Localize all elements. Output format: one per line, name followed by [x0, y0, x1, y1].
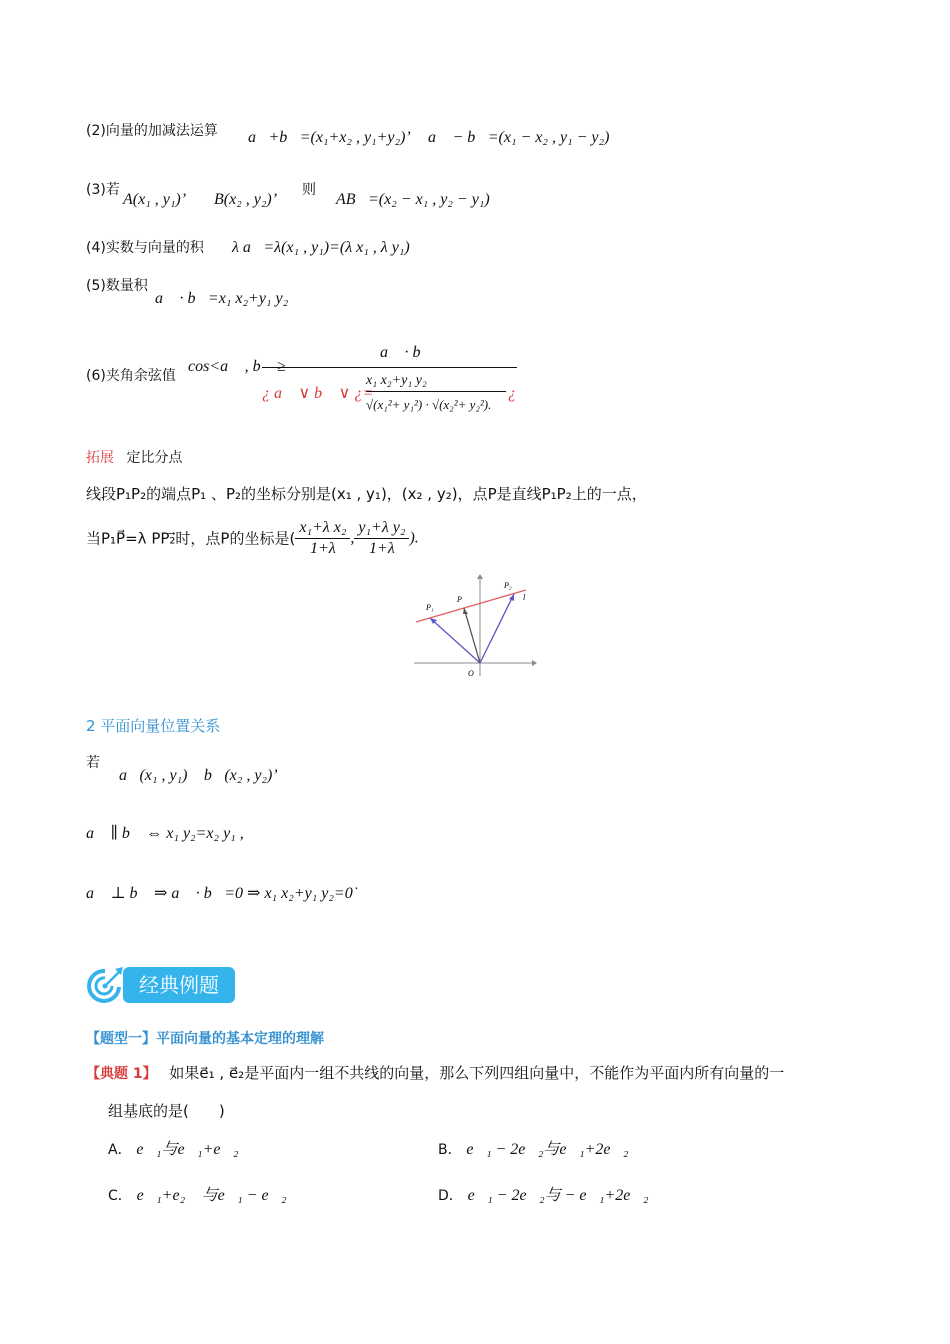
option-b[interactable] [438, 1136, 628, 1159]
perpendicular-condition: a⃗ ⊥ b⃗ ⇒ a⃗ · b⃗=0 ⇒ x₁ x₂+y₁ y₂=0˙ [86, 885, 359, 902]
formula-3-label: (3)若 [86, 182, 120, 198]
question-type-title: 【题型一】平面向量的基本定理的理解 [86, 1031, 324, 1047]
x-axis-arrow-icon [532, 660, 537, 666]
formula-6-inner-denominator: √(x₁²+ y₁²) · √(x₂²+ y₂²). [366, 397, 492, 412]
label-l: l [523, 593, 526, 602]
option-d-label: D． [438, 1188, 463, 1204]
question-stem-text: 如果e⃗₁ , e⃗₂是平面内一组不共线的向量，那么下列四组向量中，不能作为平面内所有向量的一 [169, 1064, 785, 1082]
section-2-vectors: a⃗(x₁ , y₁) ，b⃗(x₂ , y₂)’ [119, 767, 278, 784]
fraction-x-num: x₁+λ x₂ [295, 518, 350, 539]
extension-heading [86, 448, 182, 468]
formula-2-sum: a⃗+b⃗=(x₁+x₂ , y₁+y₂)’ [248, 129, 411, 146]
label-p2: P₂ [504, 581, 512, 590]
option-c-label: C． [108, 1188, 132, 1204]
section-point-figure [410, 572, 540, 682]
question-stem-2: 组基底的是( ) [108, 1102, 225, 1120]
fraction-x-den: 1+λ [309, 540, 336, 557]
formula-2-diff: a⃗ − b⃗=(x₁ − x₂ , y₁ − y₂) [428, 129, 610, 146]
label-o: O [468, 669, 474, 678]
option-a[interactable] [108, 1136, 239, 1159]
formula-6-numerator: a⃗ · b⃗ [380, 344, 433, 361]
option-c-text: e⃗₁+e₂⃗ 与e⃗₁ − e⃗₂ [136, 1187, 287, 1204]
formula-6-lhs: cos<a⃗ , b⃗ ≥ [188, 358, 286, 375]
formula-5-expr: a⃗ · b⃗=x₁ x₂+y₁ y₂ [155, 290, 289, 307]
option-b-text: e⃗₁ − 2e⃗₂与e⃗₁+2e⃗₂ [466, 1141, 629, 1158]
extension-line-2: 当P₁P⃗=λ PP₂⃗时，点P的坐标是( $\frac{\text{x₁+λ x₂}}{1+\lambda}$ , $\frac{\text{y₁+λ y₂}}{1+\lambda}$ ). [86, 519, 419, 557]
formula-6-garble-mark: ¿ a⃗ ∨ b⃗ ∨ ¿= [262, 385, 374, 402]
option-a-text: e⃗₁与e⃗₁+e⃗₂ [136, 1141, 239, 1158]
fraction-y [354, 518, 409, 559]
y-axis-arrow-icon [477, 574, 483, 579]
option-d-text: e⃗₁ − 2e⃗₂与 − e⃗₁+2e⃗₂ [467, 1187, 649, 1204]
extension-line-2-pre: 当P₁P⃗=λ PP₂⃗时，点P的坐标是( [86, 529, 296, 548]
parallel-condition: a⃗ ∥ b⃗ ⇔ x₁ y₂=x₂ y₁ , [86, 825, 244, 842]
label-p1: P₁ [426, 603, 434, 612]
formula-3-point-b: B(x₂ , y₂)’ [214, 191, 278, 208]
option-c[interactable] [108, 1182, 287, 1205]
formula-2-label: (2)向量的加减法运算 [86, 123, 218, 139]
section-2-title: 2 平面向量位置关系 [86, 717, 221, 735]
formula-3-vector: AB⃗=(x₂ − x₁ , y₂ − y₁) [336, 191, 490, 208]
formula-6-inner-numerator: x₁ x₂+y₁ y₂ [366, 373, 427, 388]
vector-op [464, 608, 480, 663]
formula-3-point-a: A(x₁ , y₁)’ [123, 191, 187, 208]
vector-op2 [480, 594, 514, 663]
extension-tag: 拓展 [86, 450, 114, 466]
formula-5-label: (5)数量积 [86, 278, 148, 294]
classic-examples-banner [85, 963, 235, 1007]
extension-line-1: 线段P₁P₂的端点P₁ 、P₂的坐标分别是(x₁ , y₁)，(x₂ , y₂)，点P是直线P₁P₂上的一点， [86, 485, 647, 503]
formula-6-label: (6)夹角余弦值 [86, 368, 176, 384]
formula-6-inner-bar [366, 391, 506, 392]
formula-3-then: 则 [302, 182, 316, 198]
option-b-label: B． [438, 1142, 462, 1158]
question-stem-1 [86, 1063, 784, 1084]
question-tag: 【典题 1】 [86, 1066, 157, 1082]
fraction-y-num: y₁+λ y₂ [354, 518, 409, 539]
formula-2 [86, 120, 218, 141]
formula-4-expr: λ a⃗=λ(x₁ , y₁)=(λ x₁ , λ y₁) [232, 239, 410, 256]
fraction-y-den: 1+λ [369, 540, 395, 557]
formula-6-denominator-left [262, 384, 373, 404]
formula-6-fraction-bar [262, 367, 517, 368]
vector-op1 [430, 618, 480, 663]
option-d[interactable] [438, 1182, 648, 1205]
extension-title: 定比分点 [126, 450, 183, 466]
target-icon [85, 965, 127, 1005]
formula-4-label: (4)实数与向量的积 [86, 240, 204, 256]
fraction-x [295, 518, 350, 559]
extension-line-2-post: ). [409, 529, 419, 547]
section-2-if: 若 [86, 755, 100, 771]
banner-title: 经典例题 [123, 967, 235, 1003]
formula-6-trail-mark: ¿ [508, 385, 516, 402]
label-p: P [457, 595, 462, 604]
option-a-label: A． [108, 1142, 132, 1158]
